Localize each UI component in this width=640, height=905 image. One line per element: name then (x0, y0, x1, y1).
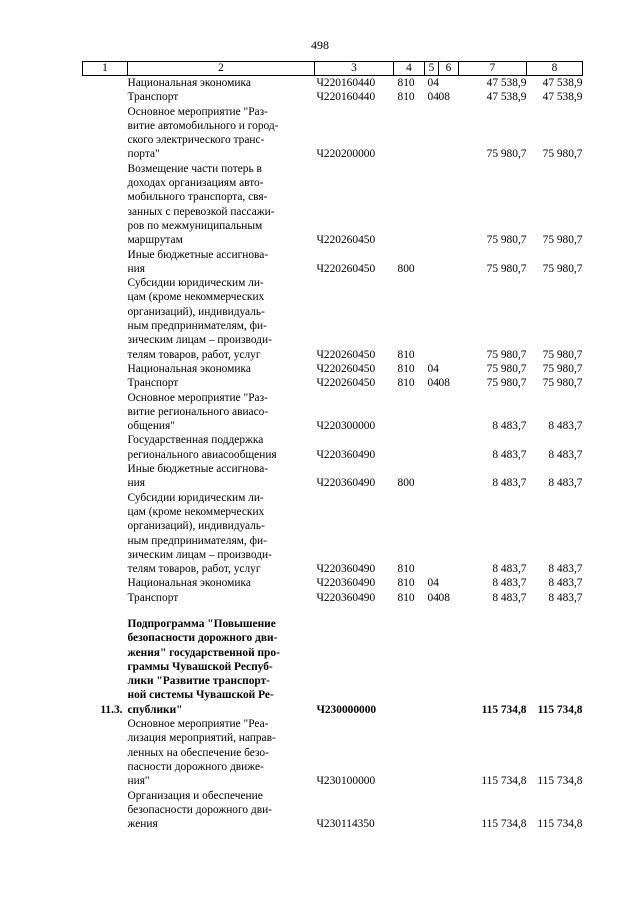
amount-col-8: 8 483,7 (548, 477, 583, 490)
amount-col-8: 115 734,8 (537, 818, 583, 831)
item-name-line: доходах организациям авто- (127, 177, 264, 190)
target-code: Ч220260450 (316, 362, 376, 375)
table-body (83, 76, 583, 832)
section-code: 04 (427, 577, 439, 590)
item-name-line: Субсидии юридическим ли- (127, 277, 264, 290)
amount-col-7: 8 483,7 (492, 448, 527, 461)
target-code: Ч220160440 (316, 77, 376, 89)
table-row (83, 591, 583, 605)
item-name (128, 90, 315, 104)
item-name-line: ным предпринимателям, фи- (127, 534, 267, 547)
target-code: Ч230000000 (316, 703, 377, 716)
expense-type-code: 810 (397, 91, 415, 104)
subsection-code: 08 (438, 377, 450, 390)
item-name-line: Основное мероприятие "Реа- (127, 718, 269, 731)
col-header-6: 6 (439, 62, 459, 76)
col-header-8: 8 (527, 62, 583, 76)
table-row (83, 717, 583, 788)
section-code (425, 248, 439, 277)
subsection-code (439, 391, 459, 434)
item-name-line: маршрутам (127, 234, 183, 247)
item-name-line: Иные бюджетные ассигнова- (127, 463, 269, 476)
subsection-code (439, 617, 459, 717)
amount-col-7: 8 483,7 (492, 477, 527, 490)
item-name (128, 162, 315, 248)
subsection-code (439, 717, 459, 788)
item-name-line: Национальная экономика (127, 362, 251, 375)
section-number: 11.3. (100, 703, 123, 716)
item-name (128, 76, 315, 91)
amount-col-7: 115 734,8 (481, 818, 527, 831)
expense-type-code: 810 (397, 577, 415, 590)
item-name (128, 248, 315, 277)
section-code (425, 717, 439, 788)
target-code: Ч220260450 (316, 348, 376, 361)
amount-col-8: 75 980,7 (542, 262, 583, 275)
amount-col-8: 8 483,7 (548, 420, 583, 433)
amount-col-7: 75 980,7 (486, 377, 527, 390)
target-code: Ч220360490 (316, 563, 376, 576)
amount-col-7: 75 980,7 (486, 234, 527, 247)
col-header-2: 2 (128, 62, 315, 76)
item-name (128, 433, 315, 462)
expense-type-code: 810 (397, 563, 415, 576)
table-row (83, 276, 583, 362)
table-row (83, 76, 583, 91)
subsection-code (439, 105, 459, 162)
subsection-code: 08 (438, 91, 450, 104)
section-code (425, 391, 439, 434)
section-number (83, 90, 128, 104)
target-code: Ч220160440 (316, 91, 376, 104)
column-header-row (83, 62, 583, 76)
subsection-code (439, 491, 459, 577)
item-name-line: телям товаров, работ, услуг (127, 348, 261, 361)
amount-col-8: 8 483,7 (548, 448, 583, 461)
section-code (425, 105, 439, 162)
section-code (425, 433, 439, 462)
section-number (83, 105, 128, 162)
section-code: 04 (427, 91, 439, 104)
item-name-line: цам (кроме некоммерческих (127, 505, 265, 518)
table-row (83, 391, 583, 434)
section-number (83, 591, 128, 605)
subsection-code (439, 248, 459, 277)
col-header-4: 4 (394, 62, 425, 76)
section-code: 04 (427, 362, 439, 375)
amount-col-8: 75 980,7 (542, 234, 583, 247)
item-name (128, 591, 315, 605)
expense-type-code: 810 (397, 591, 415, 604)
amount-col-7: 115 734,8 (481, 703, 527, 716)
amount-col-7: 8 483,7 (492, 591, 527, 604)
subsection-code (439, 76, 459, 91)
item-name-line: занных с перевозкой пассажи- (127, 205, 275, 218)
table-row (83, 433, 583, 462)
item-name-line: Организация и обеспечение (127, 789, 263, 802)
item-name (128, 391, 315, 434)
item-name (128, 362, 315, 376)
item-name (128, 105, 315, 162)
section-code (425, 276, 439, 362)
budget-table (82, 61, 583, 831)
amount-col-7: 47 538,9 (486, 91, 527, 104)
target-code: Ч220260450 (316, 234, 376, 247)
section-number (83, 433, 128, 462)
item-name-line: ния (127, 477, 145, 490)
section-number (83, 462, 128, 491)
item-name-line: общения" (127, 420, 175, 433)
item-name-line: лизация мероприятий, направ- (127, 732, 276, 745)
spacer-cell (527, 605, 583, 617)
section-number (83, 76, 128, 91)
target-code: Ч220360490 (316, 577, 376, 590)
item-name-line: цам (кроме некоммерческих (127, 291, 265, 304)
subsection-code (439, 789, 459, 832)
expense-type-code: 800 (397, 477, 415, 490)
item-name-line: витие автомобильного и город- (127, 119, 279, 132)
subsection-code (439, 362, 459, 376)
section-code (425, 617, 439, 717)
amount-col-7: 8 483,7 (492, 420, 527, 433)
amount-col-7: 75 980,7 (486, 148, 527, 161)
item-name (128, 462, 315, 491)
table-row (83, 376, 583, 390)
item-name-line: ского электрического транс- (127, 134, 265, 147)
subsection-code (439, 462, 459, 491)
target-code: Ч220200000 (316, 148, 376, 161)
item-name-line: граммы Чувашской Респуб- (127, 660, 273, 673)
section-number (83, 391, 128, 434)
item-name-line: Подпрограмма "Повышение (127, 617, 276, 630)
amount-col-7: 115 734,8 (481, 775, 527, 788)
table-row (83, 491, 583, 577)
item-name-line: Национальная экономика (127, 577, 251, 590)
item-name (128, 576, 315, 590)
item-name-line: Основное мероприятие "Раз- (127, 105, 268, 118)
amount-col-8: 115 734,8 (537, 703, 583, 716)
section-code (425, 462, 439, 491)
amount-col-8: 8 483,7 (548, 591, 583, 604)
section-number (83, 362, 128, 376)
item-name-line: ния (127, 262, 145, 275)
item-name-line: Возмещение части потерь в (127, 162, 262, 175)
spacer-cell (439, 605, 459, 617)
table-row (83, 789, 583, 832)
item-name-line: пасности дорожного движе- (127, 760, 264, 773)
item-name (128, 617, 315, 717)
item-name-line: Государственная поддержка (127, 434, 264, 447)
item-name-line: Национальная экономика (127, 77, 251, 89)
amount-col-8: 75 980,7 (542, 377, 583, 390)
item-name (128, 491, 315, 577)
expense-type-code (394, 717, 425, 788)
target-code: Ч220360490 (316, 477, 376, 490)
col-header-7: 7 (459, 62, 527, 76)
section-code: 04 (427, 77, 439, 89)
item-name-line: организаций), индивидуаль- (127, 305, 265, 318)
item-name-line: телям товаров, работ, услуг (127, 563, 261, 576)
amount-col-8: 115 734,8 (537, 775, 583, 788)
item-name-line: ров по межмуниципальным (127, 219, 263, 232)
amount-col-8: 47 538,9 (542, 77, 583, 89)
item-name-line: Иные бюджетные ассигнова- (127, 248, 269, 261)
section-number (83, 162, 128, 248)
spacer-cell (83, 605, 128, 617)
item-name-line: организаций), индивидуаль- (127, 520, 265, 533)
item-name-line: ния" (127, 775, 150, 788)
section-code: 04 (427, 377, 439, 390)
amount-col-8: 75 980,7 (542, 348, 583, 361)
item-name (128, 789, 315, 832)
item-name-line: Транспорт (127, 591, 179, 604)
spacer-cell (459, 605, 527, 617)
amount-col-7: 75 980,7 (486, 262, 527, 275)
amount-col-8: 75 980,7 (542, 362, 583, 375)
subsection-code (439, 433, 459, 462)
item-name (128, 376, 315, 390)
section-number (83, 376, 128, 390)
item-name-line: мобильного транспорта, свя- (127, 191, 268, 204)
table-row (83, 162, 583, 248)
section-number (83, 276, 128, 362)
table-row (83, 90, 583, 104)
spacer-row (83, 605, 583, 617)
item-name-line: регионального авиасообщения (127, 448, 277, 461)
target-code: Ч230100000 (316, 775, 376, 788)
target-code: Ч220300000 (316, 420, 376, 433)
expense-type-code (394, 391, 425, 434)
item-name-line: ным предпринимателям, фи- (127, 320, 267, 333)
table-row (83, 617, 583, 717)
item-name-line: Транспорт (127, 377, 179, 390)
target-code: Ч230114350 (316, 818, 375, 831)
expense-type-code: 800 (397, 262, 415, 275)
col-header-1: 1 (83, 62, 128, 76)
table-row (83, 362, 583, 376)
amount-col-7: 75 980,7 (486, 362, 527, 375)
item-name-line: Транспорт (127, 91, 179, 104)
col-header-5: 5 (425, 62, 439, 76)
expense-type-code: 810 (397, 348, 415, 361)
item-name-line: жения (127, 818, 158, 831)
section-number (83, 789, 128, 832)
item-name-line: Субсидии юридическим ли- (127, 491, 264, 504)
amount-col-7: 8 483,7 (492, 577, 527, 590)
amount-col-8: 75 980,7 (542, 148, 583, 161)
section-number (83, 576, 128, 590)
spacer-cell (425, 605, 439, 617)
amount-col-8: 8 483,7 (548, 577, 583, 590)
table-row (83, 462, 583, 491)
expense-type-code (394, 162, 425, 248)
spacer-cell (128, 605, 315, 617)
target-code: Ч220360490 (316, 448, 376, 461)
subsection-code: 08 (438, 591, 450, 604)
item-name-line: зическим лицам – производи- (127, 334, 272, 347)
section-code: 04 (427, 591, 439, 604)
amount-col-8: 8 483,7 (548, 563, 583, 576)
item-name-line: лики "Развитие транспорт- (127, 675, 270, 688)
item-name-line: безопасности дорожного дви- (127, 632, 278, 645)
subsection-code (439, 576, 459, 590)
target-code: Ч220360490 (316, 591, 376, 604)
expense-type-code (394, 105, 425, 162)
amount-col-8: 47 538,9 (542, 91, 583, 104)
item-name-line: зическим лицам – производи- (127, 548, 272, 561)
target-code: Ч220260450 (316, 262, 376, 275)
expense-type-code (394, 789, 425, 832)
item-name-line: ленных на обеспечение безо- (127, 746, 269, 759)
expense-type-code: 810 (397, 377, 415, 390)
table-row (83, 576, 583, 590)
item-name-line: порта" (127, 148, 160, 161)
section-code (425, 491, 439, 577)
item-name-line: Основное мероприятие "Раз- (127, 391, 268, 404)
item-name-line: витие регионального авиасо- (127, 405, 269, 418)
subsection-code (439, 276, 459, 362)
target-code: Ч220260450 (316, 377, 376, 390)
spacer-cell (315, 605, 394, 617)
expense-type-code: 810 (397, 362, 415, 375)
item-name-line: спублики" (127, 703, 183, 716)
item-name (128, 717, 315, 788)
expense-type-code (394, 617, 425, 717)
page-number: 498 (311, 38, 329, 52)
item-name-line: ной системы Чувашской Ре- (127, 689, 274, 702)
amount-col-7: 75 980,7 (486, 348, 527, 361)
col-header-3: 3 (315, 62, 394, 76)
section-number (83, 491, 128, 577)
item-name-line: жения" государственной про- (127, 646, 280, 659)
spacer-cell (394, 605, 425, 617)
section-code (425, 789, 439, 832)
section-number (83, 248, 128, 277)
amount-col-7: 8 483,7 (492, 563, 527, 576)
item-name-line: безопасности дорожного дви- (127, 803, 272, 816)
expense-type-code: 810 (397, 77, 415, 89)
item-name (128, 276, 315, 362)
table-row (83, 248, 583, 277)
expense-type-code (394, 433, 425, 462)
table-row (83, 105, 583, 162)
section-code (425, 162, 439, 248)
amount-col-7: 47 538,9 (486, 77, 527, 89)
section-number (83, 717, 128, 788)
subsection-code (439, 162, 459, 248)
